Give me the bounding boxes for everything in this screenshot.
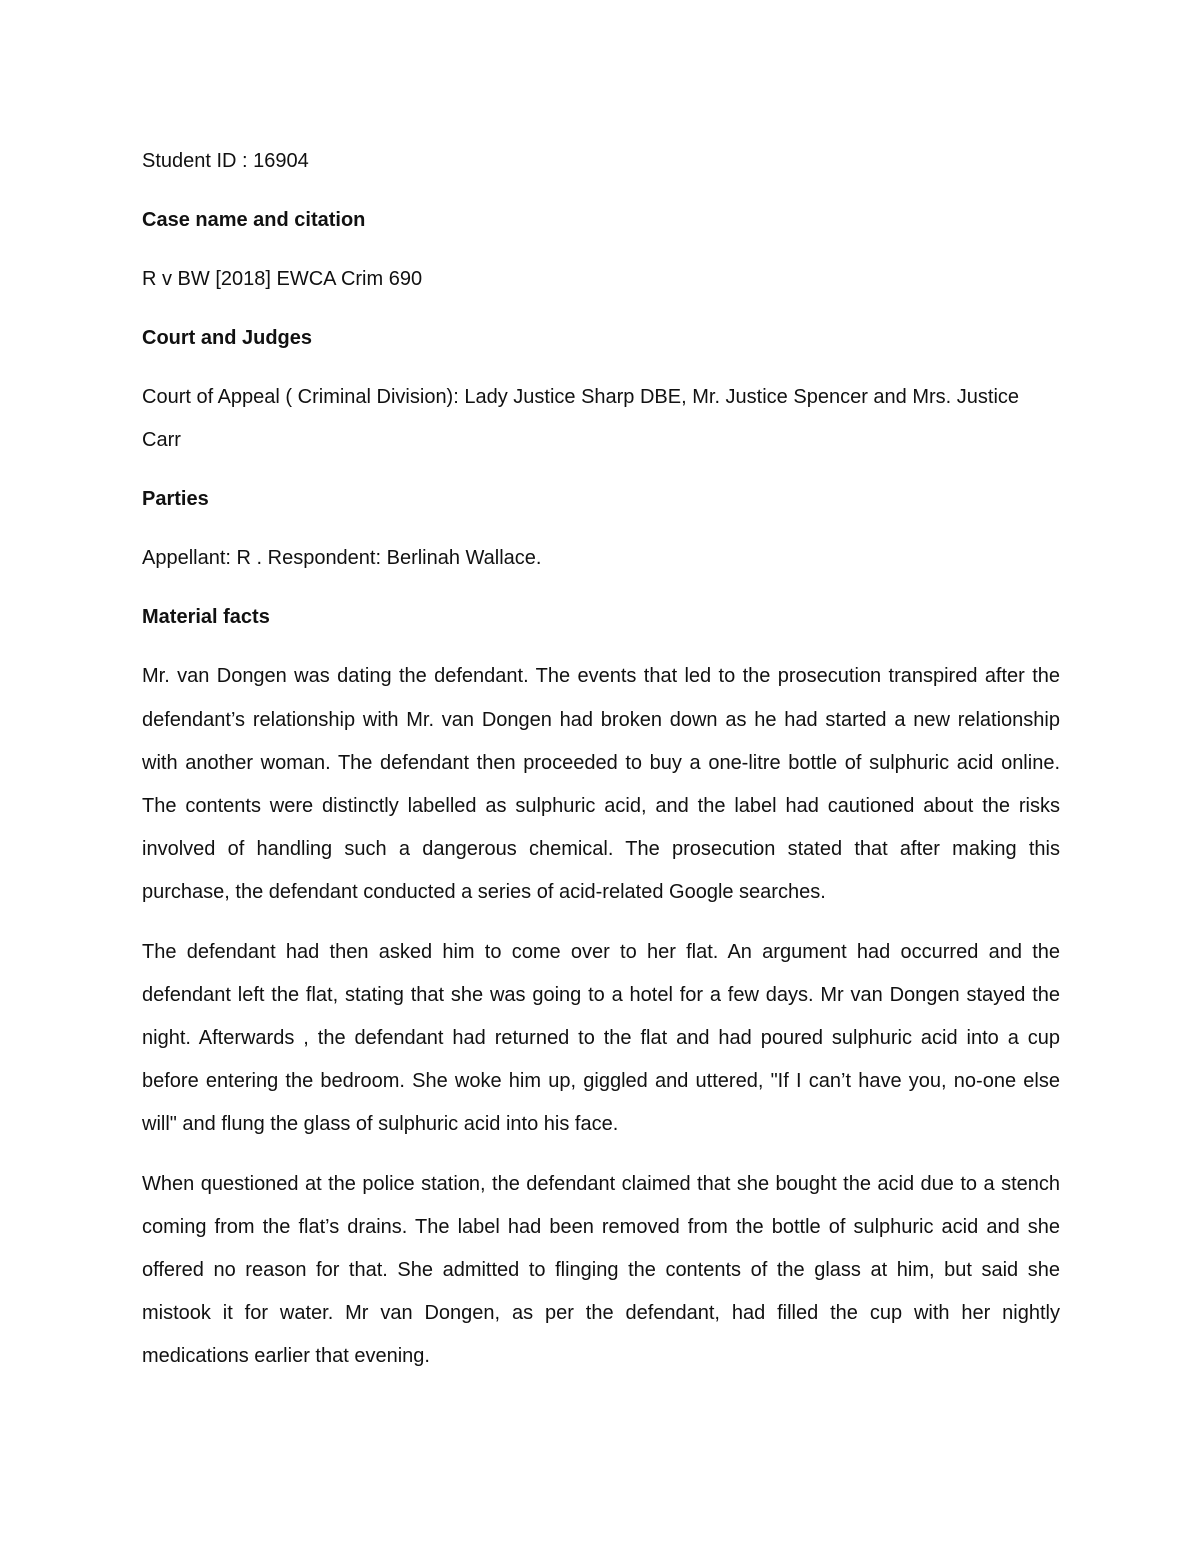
document-page (142, 140, 1060, 1379)
spacer (142, 521, 1060, 537)
facts-paragraph: The defendant had then asked him to come over to her flat. An argument had occurred and the defendant left the flat, stating that she was going to a hotel for a few days. Mr van Dongen stayed the night. Afterwards , the defendant had returned to the flat and had poured sulphuric acid into a cup before entering the bedroom. She woke him up, giggled and uttered, "If I can’t have you, no-one else will" and flung the glass of sulphuric acid into his face. (142, 940, 1060, 1136)
spacer (142, 1147, 1060, 1163)
case-citation: R v BW [2018] EWCA Crim 690 (142, 268, 423, 290)
student-id: Student ID : 16904 (142, 150, 309, 172)
facts-paragraph: When questioned at the police station, the defendant claimed that she bought the acid due to a stench coming from the flat’s drains. The label had been removed from the bottle of sulphuric acid and she offered no reason for that. She admitted to flinging the contents of the glass at him, but said she mistook it for water. Mr van Dongen, as per the defendant, had filled the cup with her nightly medications earlier that evening. (142, 1172, 1060, 1368)
spacer (142, 639, 1060, 655)
spacer (142, 462, 1060, 478)
spacer (142, 183, 1060, 199)
parties-value: Appellant: R . Respondent: Berlinah Wallace. (142, 547, 542, 570)
facts-paragraph: Mr. van Dongen was dating the defendant. The events that led to the prosecution transpired after the defendant’s relationship with Mr. van Dongen had broken down as he had started a new relationship with another woman. The defendant then proceeded to buy a one-litre bottle of sulphuric acid online. The contents were distinctly labelled as sulphuric acid, and the label had cautioned about the risks involved of handling such a dangerous chemical. The prosecution stated that after making this purchase, the defendant conducted a series of acid-related Google searches. (142, 665, 1060, 904)
facts-heading: Material facts (142, 606, 270, 629)
court-heading: Court and Judges (142, 327, 313, 349)
spacer (142, 915, 1060, 931)
spacer (142, 360, 1060, 376)
court-judges: Court of Appeal ( Criminal Division): Lady Justice Sharp DBE, Mr. Justice Spencer and Mrs. Justice Carr (142, 386, 1020, 452)
parties-heading: Parties (142, 488, 209, 511)
spacer (142, 580, 1060, 596)
spacer (142, 242, 1060, 258)
spacer (142, 301, 1060, 317)
case-heading: Case name and citation (142, 209, 366, 231)
